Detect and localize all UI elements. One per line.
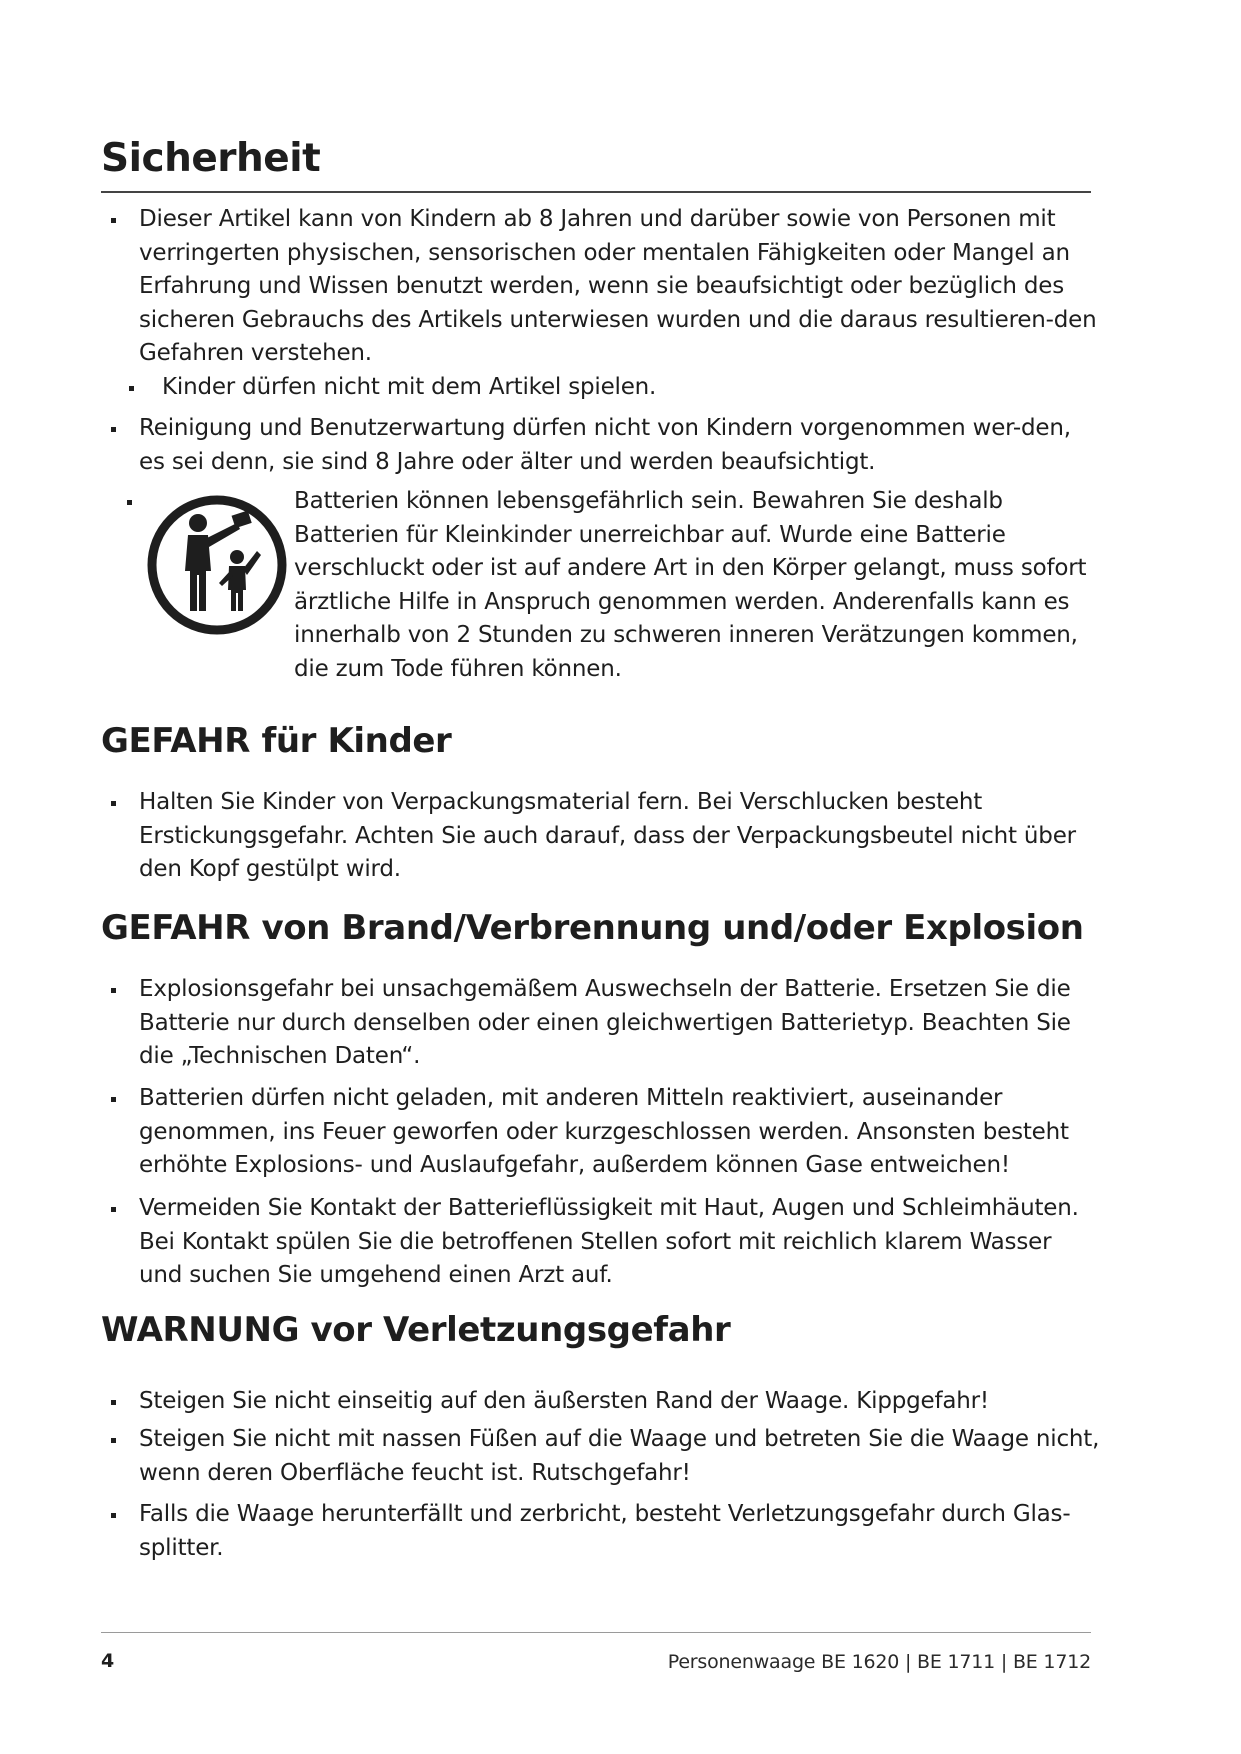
bullet	[111, 427, 116, 432]
bullet	[129, 386, 134, 391]
page-title: Sicherheit	[101, 136, 1091, 193]
list-item-text: Vermeiden Sie Kontakt der Batterieflüssigkeit mit Haut, Augen und Schleimhäuten. Bei Kontakt spülen Sie die betroffenen Stellen sofort mit reichlich klarem Wasser und suchen Sie umgehend einen Arzt auf.	[139, 1195, 1079, 1288]
list-item-text: Explosionsgefahr bei unsachgemäßem Auswechseln der Batterie. Ersetzen Sie die Batterie nur durch denselben oder einen gleichwertigen Batterietyp. Beachten Sie die „Technischen Daten“.	[139, 976, 1071, 1069]
list-item	[101, 412, 1101, 480]
bullet	[111, 801, 116, 806]
list-item	[101, 371, 1101, 405]
list-item-text: Batterien können lebensgefährlich sein. Bewahren Sie deshalb Batterien für Kleinkinder unerreichbar auf. Wurde eine Batterie verschluckt oder ist auf andere Art in den Körper gelangt, muss sofort ärztliche Hilfe in Anspruch genommen werden. Anderenfalls kann es innerhalb von 2 Stunden zu schweren inneren Verätzungen kommen, die zum Tode führen können.	[294, 488, 1087, 682]
list-item	[101, 786, 1101, 888]
footer-model-name: Personenwaage BE 1620 | BE 1711 | BE 1712	[667, 1651, 1091, 1673]
footer-rule	[101, 1632, 1091, 1633]
list-item	[101, 1423, 1101, 1491]
list-item-text: Steigen Sie nicht mit nassen Füßen auf die Waage und betreten Sie die Waage nicht, wenn deren Oberfläche feucht ist. Rutschgefahr!	[139, 1426, 1100, 1486]
list-item	[101, 1385, 1101, 1419]
bullet	[111, 988, 116, 993]
section-heading-kinder: GEFAHR für Kinder	[101, 721, 452, 761]
list-item-text: Falls die Waage herunterfällt und zerbricht, besteht Verletzungsgefahr durch Glas-splitter.	[139, 1501, 1071, 1561]
bullet	[111, 1097, 116, 1102]
bullet	[111, 1400, 116, 1405]
bullet	[111, 1207, 116, 1212]
section-heading-brand: GEFAHR von Brand/Verbrennung und/oder Explosion	[101, 908, 1084, 948]
list-item	[101, 973, 1101, 1075]
keep-away-from-children-icon	[145, 493, 289, 637]
list-item	[101, 1192, 1101, 1294]
list-item	[101, 485, 1101, 690]
list-item-text: Kinder dürfen nicht mit dem Artikel spielen.	[162, 374, 657, 400]
list-item	[101, 1498, 1101, 1566]
list-item	[101, 203, 1101, 373]
bullet	[127, 500, 132, 505]
section-heading-warnung: WARNUNG vor Verletzungsgefahr	[101, 1310, 731, 1350]
list-item-text: Reinigung und Benutzerwartung dürfen nicht von Kindern vorgenommen wer-den, es sei denn, sie sind 8 Jahre oder älter und werden beaufsichtigt.	[139, 415, 1071, 475]
list-item	[101, 1082, 1101, 1184]
list-item-text: Batterien dürfen nicht geladen, mit anderen Mitteln reaktiviert, auseinander genommen, ins Feuer geworfen oder kurzgeschlossen werden. Ansonsten besteht erhöhte Explosions- und Auslaufgefahr, außerdem können Gase entweichen!	[139, 1085, 1069, 1178]
bullet	[111, 218, 116, 223]
page-number: 4	[101, 1650, 115, 1672]
list-item-text: Steigen Sie nicht einseitig auf den äußersten Rand der Waage. Kippgefahr!	[139, 1388, 989, 1414]
bullet	[111, 1513, 116, 1518]
list-item-text: Halten Sie Kinder von Verpackungsmaterial fern. Bei Verschlucken besteht Erstickungsgefahr. Achten Sie auch darauf, dass der Verpackungsbeutel nicht über den Kopf gestülpt wird.	[139, 789, 1076, 882]
list-item-text: Dieser Artikel kann von Kindern ab 8 Jahren und darüber sowie von Personen mit verringerten physischen, sensorischen oder mentalen Fähigkeiten oder Mangel an Erfahrung und Wissen benutzt werden, wenn sie beaufsichtigt oder bezüglich des sicheren Gebrauchs des Artikels unterwiesen wurden und die daraus resultieren-den Gefahren verstehen.	[139, 206, 1097, 366]
bullet	[111, 1438, 116, 1443]
